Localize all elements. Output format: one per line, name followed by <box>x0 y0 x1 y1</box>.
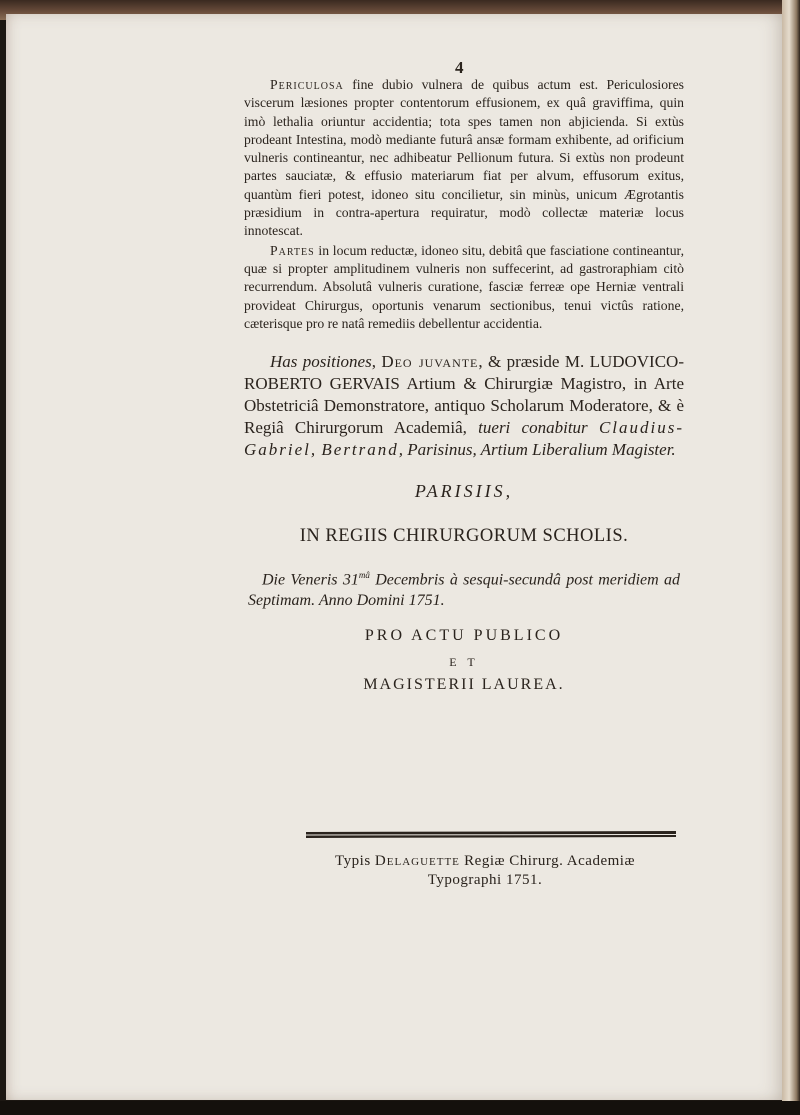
date-part-1: Die Veneris 31 <box>262 571 359 589</box>
act-heading: PRO ACTU PUBLICO <box>364 627 564 645</box>
printer-rule <box>306 830 676 840</box>
paragraph-lead-word: Partes <box>270 242 315 258</box>
page-text-block <box>244 76 684 694</box>
printer-line-2: Typographi 1751. <box>427 872 543 888</box>
printer-line-1 <box>270 852 700 871</box>
venue-heading: IN REGIIS CHIRURGORUM SCHOLIS. <box>299 526 629 547</box>
date-superscript: mâ <box>358 570 370 581</box>
thesis-tueri: tueri conabitur <box>478 418 588 438</box>
paragraph-periculosa <box>244 76 684 241</box>
printer-rest: Regiæ Chirurg. Academiæ <box>464 853 635 869</box>
paragraph-lead-word: Periculosa <box>270 77 344 92</box>
printer-imprint <box>270 852 700 890</box>
paragraph-text: fine dubio vulnera de quibus actum est. Periculosiores viscerum læsiones propter contentorum effusionem, ex quâ graviffima, quin imò lethalia oriuntur accidentia; tota spes tamen non abjicienda. Si extùs prodeant Intestina, modò mediante futurâ ansæ formam exhibente, ad orificium vulneris contineantur, nec adhibeatur Pellionum futura. Si extùs non prodeunt partes sauciatæ, & effusio materiarum fiat per alvum, effusorum exitus, quantùm fieri potest, idoneo situ concilietur, sin minùs, unicum Ægrotantis præsidium in contra-apertura requiratur, modò collectæ materiæ locus innotescat. <box>244 77 684 239</box>
book-right-edge <box>782 0 800 1115</box>
city-heading: PARISIIS, <box>414 481 514 502</box>
paragraph-text: in locum reductæ, idoneo situ, debitâ que fasciatione contineantur, quæ si propter amplitudinem vulneris non suffecerint, ad gastroraphiam citò recurrendum. Absolutâ vulneris curatione, fasciæ ferreæ ope Herniæ ventrali provideat Chirurgus, oportunis venarum sectionibus, tenui victûs ratione, cæterisque pro re natâ remediis debellentur accidentia. <box>244 242 684 331</box>
thesis-statement <box>244 351 684 461</box>
defense-date <box>244 565 684 611</box>
thesis-candidate-first: Claudius-Gabriel, <box>244 418 685 460</box>
et-heading: E T <box>449 655 479 670</box>
laurea-heading: MAGISTERII LAUREA. <box>363 676 565 694</box>
printer-name: Delaguette <box>374 853 460 869</box>
book-bottom-edge <box>0 1101 800 1115</box>
thesis-positions: Has positiones <box>270 352 372 372</box>
thesis-candidate-title: , Parisinus, Artium Liberalium Magister. <box>398 440 676 460</box>
thesis-president: , & præside M. LUDOVICO-ROBERTO GERVAIS Artium & Chirurgiæ Magistro, in Arte Obstetriciâ Demonstratore, antiquo Scholarum Moderatore, & è Regiâ Chirurgorum Academiâ, <box>244 352 684 438</box>
thesis-separator: , <box>371 352 382 372</box>
paragraph-partes <box>244 242 684 333</box>
page-number: 4 <box>455 58 464 77</box>
printer-typis: Typis <box>335 853 371 869</box>
date-part-2: Decembris à sesqui-secundâ post meridiem ad Septimam. Anno Domini 1751. <box>248 571 680 610</box>
thesis-deo-juvante: Deo juvante <box>381 352 479 372</box>
thesis-candidate-last: Bertrand <box>321 440 399 460</box>
